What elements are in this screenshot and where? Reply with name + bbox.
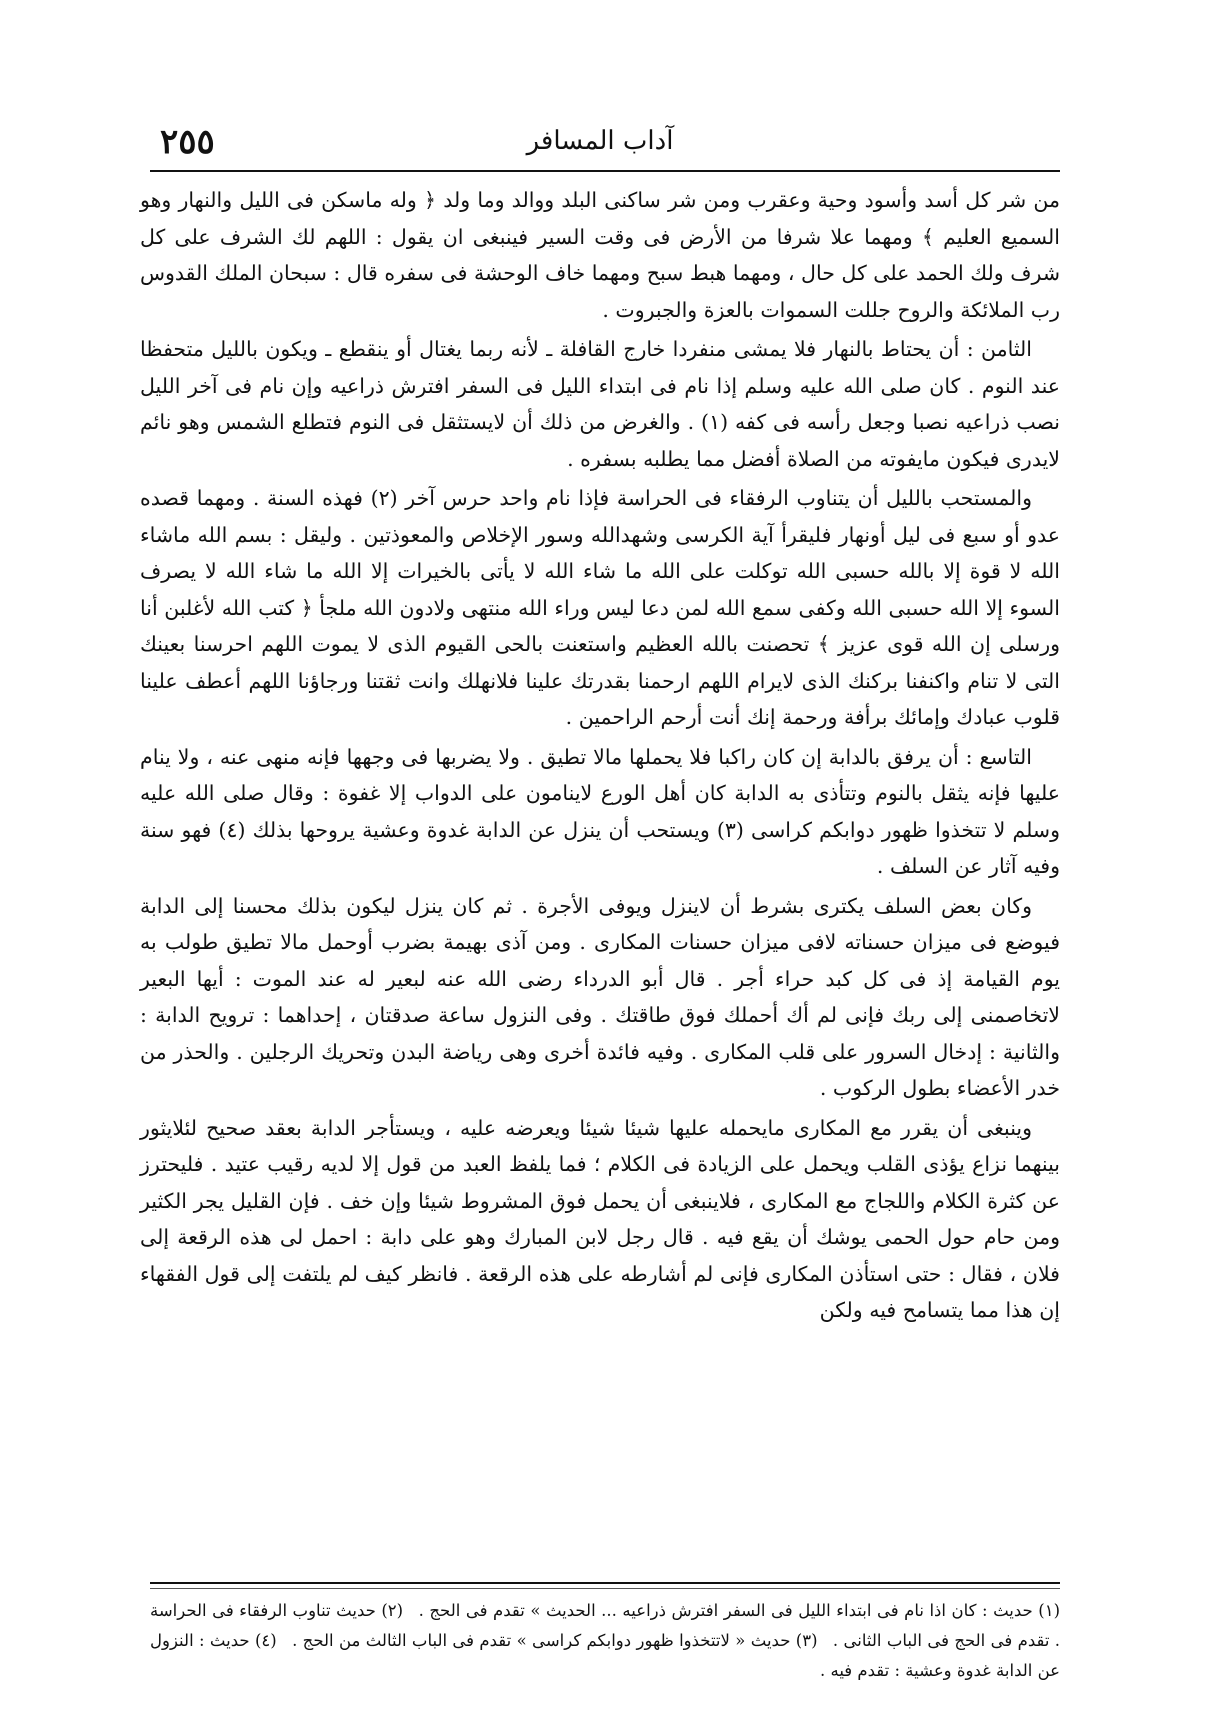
page-header: [150, 118, 1050, 168]
page-number: ٢٥٥: [160, 122, 215, 162]
footnote-divider: [150, 1582, 1060, 1584]
paragraph: التاسع : أن يرفق بالدابة إن كان راكبا فلا يحملها مالا تطيق . ولا يضربها فى وجهها فإنه منهى عنه ، ولا ينام عليها فإنه يثقل بالنوم وتتأذى به الدابة كان أهل الورع لاينامون على الدواب إلا غفوة : وقال صلى الله عليه وسلم لا تتخذوا ظهور دوابكم كراسى (٣) ويستحب أن ينزل عن الدابة غدوة وعشية يروحها بذلك (٤) فهو سنة وفيه آثار عن السلف .: [140, 744, 1060, 878]
running-title: آداب المسافر: [526, 126, 674, 156]
header-divider: [150, 170, 1060, 172]
footnote: (١) حديث : كان اذا نام فى ابتداء الليل فى السفر افترش ذراعيه ... الحديث » تقدم فى الحج .: [418, 1601, 1061, 1620]
footnotes: [150, 1596, 1060, 1686]
footnote-divider-secondary: [150, 1588, 1060, 1589]
paragraph: من شر كل أسد وأسود وحية وعقرب ومن شر ساكنى البلد ووالد وما ولد ﴿ وله ماسكن فى الليل والنهار وهو السميع العليم ﴾ ومهما علا شرفا من الأرض فى وقت السير فينبغى ان يقول : اللهم لك الشرف على كل شرف ولك الحمد على كل حال ، ومهما هبط سبح ومهما خاف الوحشة فى سفره قال : سبحان الملك القدوس رب الملائكة والروح جللت السموات بالعزة والجبروت .: [140, 188, 1060, 322]
paragraph: والمستحب بالليل أن يتناوب الرفقاء فى الحراسة فإذا نام واحد حرس آخر (٢) فهذه السنة . ومهما قصده عدو أو سبع فى ليل أونهار فليقرأ آية الكرسى وشهدالله وسور الإخلاص والمعوذتين . وليقل : بسم الله ماشاء الله لا قوة إلا بالله حسبى الله توكلت على الله ما شاء الله لا يأتى بالخيرات إلا الله ما شاء الله لا يصرف السوء إلا الله حسبى الله وكفى سمع الله لمن دعا ليس وراء الله منتهى ولادون الله ملجأ ﴿ كتب الله لأغلبن أنا ورسلى إن الله قوى عزيز ﴾ تحصنت بالله العظيم واستعنت بالحى القيوم الذى لا يموت اللهم احرسنا بعينك التى لا تنام واكنفنا بركنك الذى لايرام اللهم ارحمنا بقدرتك علينا فلانهلك وانت ثقتنا ورجاؤنا اللهم أعطف علينا قلوب عبادك وإمائك برأفة ورحمة إنك أنت أرحم الراحمين .: [140, 486, 1060, 729]
footnote: (٣) حديث « لاتتخذوا ظهور دوابكم كراسى » تقدم فى الباب الثالث من الحج .: [292, 1631, 818, 1650]
paragraph: وكان بعض السلف يكترى بشرط أن لاينزل ويوفى الأجرة . ثم كان ينزل ليكون بذلك محسنا إلى الدابة فيوضع فى ميزان حسناته لافى ميزان حسنات المكارى . ومن آذى بهيمة بضرب أوحمل مالا تطيق طولب به يوم القيامة إذ فى كل كبد حراء أجر . قال أبو الدرداء رضى الله عنه لبعير له عند الموت : أيها البعير لاتخاصمنى إلى ربك فإنى لم أك أحملك فوق طاقتك . وفى النزول ساعة صدقتان ، إحداهما : ترويح الدابة : والثانية : إدخال السرور على قلب المكارى . وفيه فائدة أخرى وهى رياضة البدن وتحريك الرجلين . والحذر من خدر الأعضاء بطول الركوب .: [140, 893, 1060, 1100]
main-text: [140, 182, 1060, 1332]
paragraph: وينبغى أن يقرر مع المكارى مايحمله عليها شيئا شيئا ويعرضه عليه ، ويستأجر الدابة بعقد صحيح لئلايثور بينهما نزاع يؤذى القلب ويحمل على الزيادة فى الكلام ؛ فما يلفظ العبد من قول إلا لديه رقيب عتيد . فليحترز عن كثرة الكلام واللجاج مع المكارى ، فلاينبغى أن يحمل فوق المشروط شيئا وإن خف . فإن القليل يجر الكثير ومن حام حول الحمى يوشك أن يقع فيه . قال رجل لابن المبارك وهو على دابة : احمل لى هذه الرقعة إلى فلان ، فقال : حتى استأذن المكارى فإنى لم أشارطه على هذه الرقعة . فانظر كيف لم يلتفت إلى قول الفقهاء إن هذا مما يتسامح فيه ولكن: [140, 1115, 1060, 1322]
footnote: (٤) حديث : النزول عن الدابة غدوة وعشية : تقدم فيه .: [150, 1631, 1060, 1680]
footnote: (٢) حديث تناوب الرفقاء فى الحراسة . تقدم فى الحج فى الباب الثانى .: [150, 1601, 1061, 1650]
paragraph: الثامن : أن يحتاط بالنهار فلا يمشى منفردا خارج القافلة ـ لأنه ربما يغتال أو ينقطع ـ ويكون بالليل متحفظا عند النوم . كان صلى الله عليه وسلم إذا نام فى ابتداء الليل فى السفر افترش ذراعيه وإن نام فى آخر الليل نصب ذراعيه نصبا وجعل رأسه فى كفه (١) . والغرض من ذلك أن لايستثقل فى النوم فتطلع الشمس وهو نائم لايدرى فيكون مايفوته من الصلاة أفضل مما يطلبه بسفره .: [140, 337, 1061, 471]
